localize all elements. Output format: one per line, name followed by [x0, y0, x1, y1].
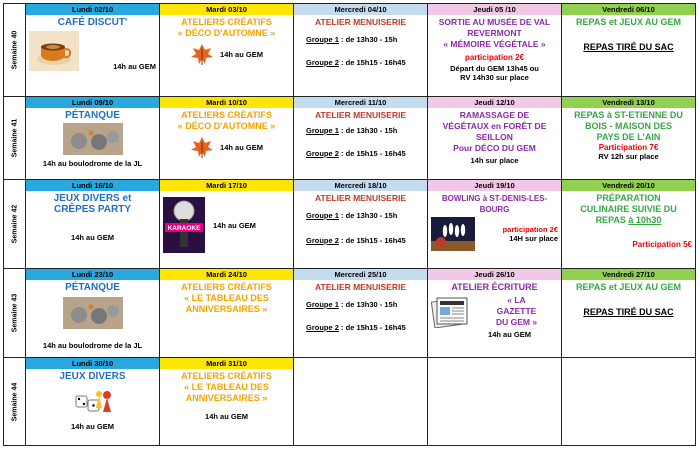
week-label: Semaine 41	[11, 118, 18, 158]
day-header: Mardi 31/10	[160, 358, 293, 369]
group-label: Groupe 2	[306, 58, 339, 67]
autumn-leaf-icon	[190, 136, 214, 158]
activity-place: 14h au GEM	[213, 220, 256, 230]
day-cell-tuesday	[160, 358, 294, 446]
week-row	[4, 358, 696, 446]
day-cell-empty	[294, 358, 428, 446]
activity-detail: RV 12h sur place	[598, 152, 659, 161]
day-header: Lundi 09/10	[26, 97, 159, 108]
activity-title-line: Pour DÉCO DU GEM	[453, 143, 536, 153]
activity-title: ATELIERS CRÉATIFS	[181, 17, 272, 27]
activity-title-line: ANNIVERSAIRES »	[185, 393, 268, 403]
day-header: Vendredi 06/10	[562, 4, 695, 15]
week-label: Semaine 43	[11, 293, 18, 333]
weekly-schedule-table	[3, 3, 696, 446]
activity-title: REPAS et JEUX AU GEM	[575, 17, 682, 27]
group-time: : de 13h30 - 15h	[341, 126, 398, 135]
day-header: Mercredi 11/10	[294, 97, 427, 108]
day-cell-friday	[562, 97, 696, 180]
group-label: Groupe 2	[306, 323, 339, 332]
week-label-cell	[4, 4, 26, 97]
activity-place: 14h au GEM	[113, 62, 156, 71]
day-cell-tuesday	[160, 269, 294, 358]
group-label: Groupe 2	[306, 149, 339, 158]
petanque-balls-icon	[63, 123, 123, 155]
activity-subtitle: « DÉCO D'AUTOMNE »	[177, 28, 276, 38]
activity-title-line: PAYS DE L'AIN	[596, 132, 661, 142]
activity-title: ATELIER MENUISERIE	[315, 17, 406, 27]
activity-place: 14h au boulodrome de la JL	[42, 159, 143, 168]
activity-title: JEUX DIVERS	[59, 371, 126, 382]
day-header: Mercredi 04/10	[294, 4, 427, 15]
week-label: Semaine 44	[11, 382, 18, 421]
activity-title-line: ANNIVERSAIRES »	[185, 304, 268, 314]
week-label-cell	[4, 269, 26, 358]
activity-subtitle: REPAS TIRÉ DU SAC	[583, 42, 674, 52]
day-cell-friday	[562, 180, 696, 269]
week-row	[4, 97, 696, 180]
group-label: Groupe 2	[306, 236, 339, 245]
day-header: Vendredi 27/10	[562, 269, 695, 280]
activity-title: ATELIERS CRÉATIFS	[181, 282, 272, 292]
participation-fee: participation 2€	[464, 53, 525, 62]
day-cell-thursday	[428, 4, 562, 97]
day-header: Mercredi 25/10	[294, 269, 427, 280]
day-header: Mardi 17/10	[160, 180, 293, 191]
group-time: : de 15h15 - 16h45	[341, 236, 406, 245]
day-cell-wednesday	[294, 180, 428, 269]
activity-title-line: CRÊPES PARTY	[53, 204, 132, 215]
newspaper-icon	[431, 296, 469, 328]
activity-place: 14h au boulodrome de la JL	[42, 341, 143, 350]
week-label-cell	[4, 97, 26, 180]
day-cell-thursday	[428, 269, 562, 358]
day-cell-thursday	[428, 97, 562, 180]
day-cell-tuesday	[160, 4, 294, 97]
activity-title-line: « MÉMOIRE VÉGÉTALE »	[443, 39, 546, 49]
day-cell-wednesday	[294, 4, 428, 97]
activity-title: REPAS à ST-ETIENNE DU	[574, 110, 683, 120]
week-row	[4, 4, 696, 97]
activity-title-line: « LE TABLEAU DES	[184, 382, 269, 392]
group-time: : de 15h15 - 16h45	[341, 58, 406, 67]
activity-title: REPAS et JEUX AU GEM	[575, 282, 682, 292]
activity-place: 14h au GEM	[205, 412, 248, 421]
day-header: Jeudi 19/10	[428, 180, 561, 191]
activity-place: 14h au GEM	[220, 142, 263, 152]
activity-detail: 14h sur place	[470, 156, 519, 165]
participation-fee: Participation 7€	[598, 143, 659, 152]
activity-title: PRÉPARATION	[596, 193, 661, 203]
activity-place: 14h au GEM	[488, 330, 531, 339]
day-header: Mardi 10/10	[160, 97, 293, 108]
activity-time: à 10h30	[628, 215, 662, 225]
participation-fee: participation 2€	[502, 225, 558, 234]
activity-place: 14h au GEM	[71, 422, 114, 431]
day-cell-monday	[26, 358, 160, 446]
activity-detail: Départ du GEM 13h45 ou	[450, 64, 539, 73]
activity-title: ATELIER MENUISERIE	[315, 193, 406, 203]
group-label: Groupe 1	[306, 300, 339, 309]
week-label-cell	[4, 358, 26, 446]
week-row	[4, 180, 696, 269]
activity-title: BOWLING à ST-DENIS-LES-	[441, 194, 548, 203]
day-header: Lundi 23/10	[26, 269, 159, 280]
activity-subtitle-line: GAZETTE	[496, 306, 537, 316]
activity-title: PÉTANQUE	[65, 282, 120, 293]
karaoke-text: KARAOKE	[167, 225, 201, 232]
group-time: : de 15h15 - 16h45	[341, 323, 406, 332]
day-cell-thursday	[428, 180, 562, 269]
activity-title: CAFÉ DISCUT'	[57, 17, 128, 28]
activity-title: ATELIERS CRÉATIFS	[181, 110, 272, 120]
group-time: : de 13h30 - 15h	[341, 35, 398, 44]
activity-title: ATELIER MENUISERIE	[315, 282, 406, 292]
day-header: Mercredi 18/10	[294, 180, 427, 191]
day-cell-empty	[428, 358, 562, 446]
day-header: Jeudi 26/10	[428, 269, 561, 280]
activity-title: SORTIE AU MUSÉE DE VAL	[438, 17, 551, 27]
day-header: Lundi 16/10	[26, 180, 159, 191]
day-cell-monday	[26, 4, 160, 97]
activity-title: ATELIER MENUISERIE	[315, 110, 406, 120]
activity-subtitle: « DÉCO D'AUTOMNE »	[177, 121, 276, 131]
activity-title-line: VÉGÉTAUX en FORÊT DE	[442, 121, 547, 131]
activity-title: PÉTANQUE	[65, 110, 120, 121]
day-header: Vendredi 20/10	[562, 180, 695, 191]
group-label: Groupe 1	[306, 211, 339, 220]
day-header: Lundi 02/10	[26, 4, 159, 15]
activity-subtitle-line: DU GEM »	[495, 317, 538, 327]
activity-title-line: « LE TABLEAU DES	[184, 293, 269, 303]
bowling-icon	[431, 217, 475, 251]
autumn-leaf-icon	[190, 43, 214, 65]
day-header: Mardi 24/10	[160, 269, 293, 280]
activity-title-line: BOIS - MAISON DES	[584, 121, 672, 131]
group-time: : de 15h15 - 16h45	[341, 149, 406, 158]
day-cell-empty	[562, 358, 696, 446]
day-cell-monday	[26, 180, 160, 269]
day-cell-monday	[26, 269, 160, 358]
day-header: Lundi 30/10	[26, 358, 159, 369]
activity-title-line: REVERMONT	[467, 28, 522, 38]
activity-place: 14h au GEM	[71, 233, 114, 242]
week-label-cell	[4, 180, 26, 269]
activity-detail: RV 14h30 sur place	[460, 73, 529, 82]
day-cell-wednesday	[294, 97, 428, 180]
day-header: Mardi 03/10	[160, 4, 293, 15]
activity-title: RAMASSAGE DE	[459, 110, 530, 120]
day-cell-friday	[562, 269, 696, 358]
activity-title: ATELIER ÉCRITURE	[451, 282, 538, 292]
participation-fee: Participation 5€	[632, 240, 692, 249]
group-time: : de 13h30 - 15h	[341, 300, 398, 309]
day-header: Jeudi 12/10	[428, 97, 561, 108]
group-label: Groupe 1	[306, 126, 339, 135]
day-cell-tuesday	[160, 97, 294, 180]
petanque-balls-icon	[63, 297, 123, 329]
board-game-icon	[72, 386, 114, 416]
activity-title-line: SEILLON	[476, 132, 513, 142]
week-label: Semaine 42	[11, 204, 18, 244]
activity-place: 14h au GEM	[220, 49, 263, 59]
group-time: : de 13h30 - 15h	[341, 211, 398, 220]
activity-title-line: CULINAIRE SUIVIE DU	[580, 204, 677, 214]
week-label: Semaine 40	[11, 30, 18, 70]
karaoke-microphone-icon	[163, 197, 205, 253]
day-header: Vendredi 13/10	[562, 97, 695, 108]
activity-title-line: REPAS	[595, 215, 629, 225]
activity-title: JEUX DIVERS et	[53, 193, 132, 204]
coffee-icon	[29, 31, 79, 71]
activity-subtitle: « LA	[507, 295, 526, 305]
day-cell-wednesday	[294, 269, 428, 358]
activity-subtitle: REPAS TIRÉ DU SAC	[583, 307, 674, 317]
day-cell-friday	[562, 4, 696, 97]
activity-detail: 14H sur place	[509, 234, 558, 243]
activity-title: ATELIERS CRÉATIFS	[181, 371, 272, 381]
day-header: Jeudi 05 /10	[428, 4, 561, 15]
group-label: Groupe 1	[306, 35, 339, 44]
activity-title-line: BOURG	[479, 205, 510, 214]
day-cell-monday	[26, 97, 160, 180]
day-cell-tuesday	[160, 180, 294, 269]
week-row	[4, 269, 696, 358]
